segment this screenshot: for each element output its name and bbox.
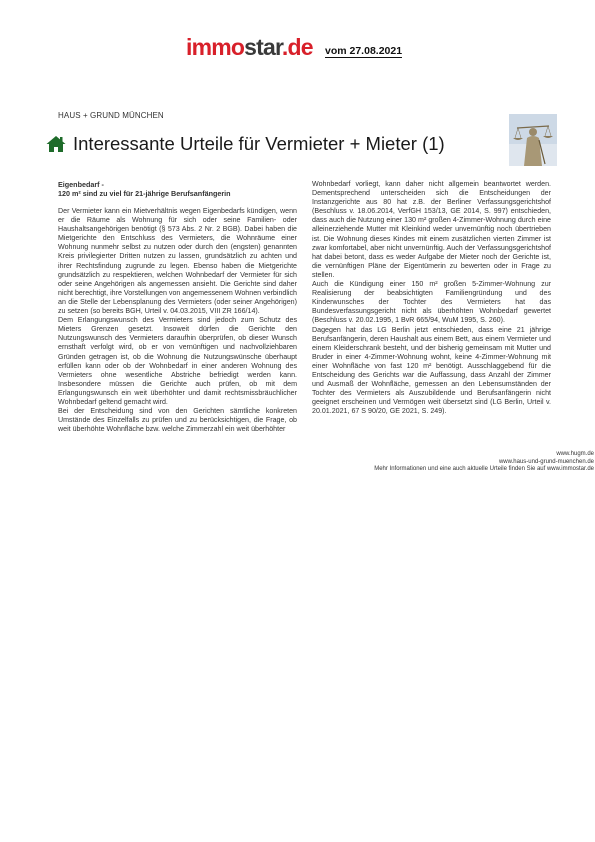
article-paragraph: Der Vermieter kann ein Mietverhältnis wegen Eigenbedarfs kündigen, wenn er die Räume als Wohnung für sich oder seine Familien- oder Haushaltsangehörigen benötigt (§ 573 Abs. 2 Nr. 2 BGB). Dabei haben die Mietgerichte den Entschluss des Vermieters, die Wohnräume einer Wohnung nunmehr selbst zu nutzen oder durch den (engsten) genannten Kreis privilegierter Dritten nutzen zu lassen, grundsätzlich zu achten und ihrer Rechtsfindung zugrunde zu legen. Ebenso haben die Mietgerichte grundsätzlich zu respektieren, welchen Wohnbedarf der Vermieter für sich oder seine Angehörigen als angemessen ansieht. Die Gerichte sind daher nicht berechtigt, ihre Vorstellungen von angemessenem Wohnen verbindlich an die Stelle der Lebensplanung des Vermieters (oder seiner Angehörigen) zu setzen (so bereits BGH, Urteil v. 04.03.2015, VIII ZR 166/14). bbox=[58, 207, 297, 316]
article-paragraph: Auch die Kündigung einer 150 m² großen 5-Zimmer-Wohnung zur Realisierung der beabsichtigten Familiengründung und des Kinderwunsches der Tochter des Vermieters hat das Bundesverfassungsgericht nicht als überhöhten Wohnbedarf gewertet (Beschluss v. 20.02.1995, 1 BvR 665/94, WuM 1995, S. 260). bbox=[312, 280, 551, 325]
logo-part-immo: immo bbox=[186, 34, 245, 60]
logo-part-star: star bbox=[244, 34, 282, 60]
article-paragraph: Bei der Entscheidung sind von den Gerichten sämtliche konkreten Umstände des Einzelfalls zu prüfen und zu berücksichtigen, die Frage, ob weit überhöhte Wohnfläche bzw. welche Zimmerzahl ein weit überhöhter bbox=[58, 407, 297, 434]
article-column-right bbox=[312, 180, 551, 416]
article-paragraph: Dem Erlangungswunsch des Vermieters sind jedoch zum Schutz des Mieters Grenzen gesetzt. Insoweit dürfen die Gerichte den Nutzungswunsch des Vermieters daraufhin überprüfen, ob dieser Wunsch ernsthaft verfolgt wird, ob er von vernünftigen und nachvollziehbaren Gründen getragen ist, ob die Wohnung die Nutzungswünsche überhaupt erfüllen kann oder ob der Wohnbedarf in einer anderen Wohnung des Vermieters ohne wesentliche Abstriche befriedigt werden kann. Insbesondere müssen die Gerichte auch prüfen, ob mit dem Erlangungswunsch ein weit überhöhter und damit rechtsmissbräuchlicher Wohnbedarf geltend gemacht wird. bbox=[58, 316, 297, 406]
article-heading-2: 120 m² sind zu viel für 21-jährige Berufsanfängerin bbox=[58, 189, 231, 198]
article-heading-1: Eigenbedarf - bbox=[58, 180, 104, 189]
masthead bbox=[186, 33, 313, 59]
title-row bbox=[46, 133, 445, 155]
footer-link-hugm[interactable]: www.hugm.de bbox=[556, 451, 594, 457]
footer-note: Mehr Informationen und eine auch aktuelle Urteile finden Sie auf www.immostar.de bbox=[374, 466, 594, 472]
logo-part-de: .de bbox=[281, 34, 313, 60]
page-title: Interessante Urteile für Vermieter + Mieter (1) bbox=[73, 133, 445, 154]
article-footer bbox=[312, 451, 594, 474]
article-paragraph: Dagegen hat das LG Berlin jetzt entschieden, dass eine 21 jährige Berufsanfängerin, deren Haushalt aus einem Bett, aus einem Vermieter und einem Kleiderschrank besteht, und der bisherig gemeinsam mit Mutter und Bruder in einer 4-Zimmer-Wohnung wohnt, keine 4-Zimmer-Wohnung mit einer Wohnfläche von fast 120 m² benötigt. Ausschlaggebend für die Entscheidung des Gerichts war die Auffassung, dass Anzahl der Zimmer und Ausmaß der Wohnfläche, gemessen an den Lebensumständen der Tochter des Vermieters als Auszubildende und Berufsanfängerin nicht geeignet erscheinen und Vermögen weit übersetzt sind (LG Berlin, Urteil v. 20.01.2021, 67 S 90/20, GE 2021, S. 249). bbox=[312, 325, 551, 416]
immostar-logo[interactable] bbox=[186, 36, 313, 59]
issue-date: vom 27.08.2021 bbox=[325, 45, 403, 57]
home-icon bbox=[46, 135, 66, 153]
article-column-left bbox=[58, 180, 297, 434]
section-label: HAUS + GRUND MÜNCHEN bbox=[58, 111, 164, 120]
justitia-statue bbox=[509, 114, 557, 166]
footer-link-hug-muenchen[interactable]: www.haus-und-grund-muenchen.de bbox=[498, 458, 594, 465]
article-paragraph: Wohnbedarf vorliegt, kann daher nicht allgemein beantwortet werden. Dementsprechend unterscheiden sich die Entscheidungen der Instanzgerichte aus 80 hat z.B. der Berliner Verfassungsgerichtshof (Beschluss v. 18.06.2014, VerfGH 153/13, GE 2014, S. 997) entschieden, dass auch die Nutzung einer 130 m² großen 4-Zimmer-Wohnung durch eine alleinerziehende Mutter mit Kleinkind weder unvernünftig noch übertrieben ist. Die Wohnung dieses Kindes mit einem zusätzlichen vierten Zimmer ist zwar komfortabel, aber nicht unvernünftig. Auch der Verfassungsgerichtshof hat dabei betont, dass es weder Aufgabe der Mieter noch der Gerichte ist, die vernünftigen Pläne der Eigentümerin zu bewerten oder in Frage zu stellen. bbox=[312, 180, 551, 279]
